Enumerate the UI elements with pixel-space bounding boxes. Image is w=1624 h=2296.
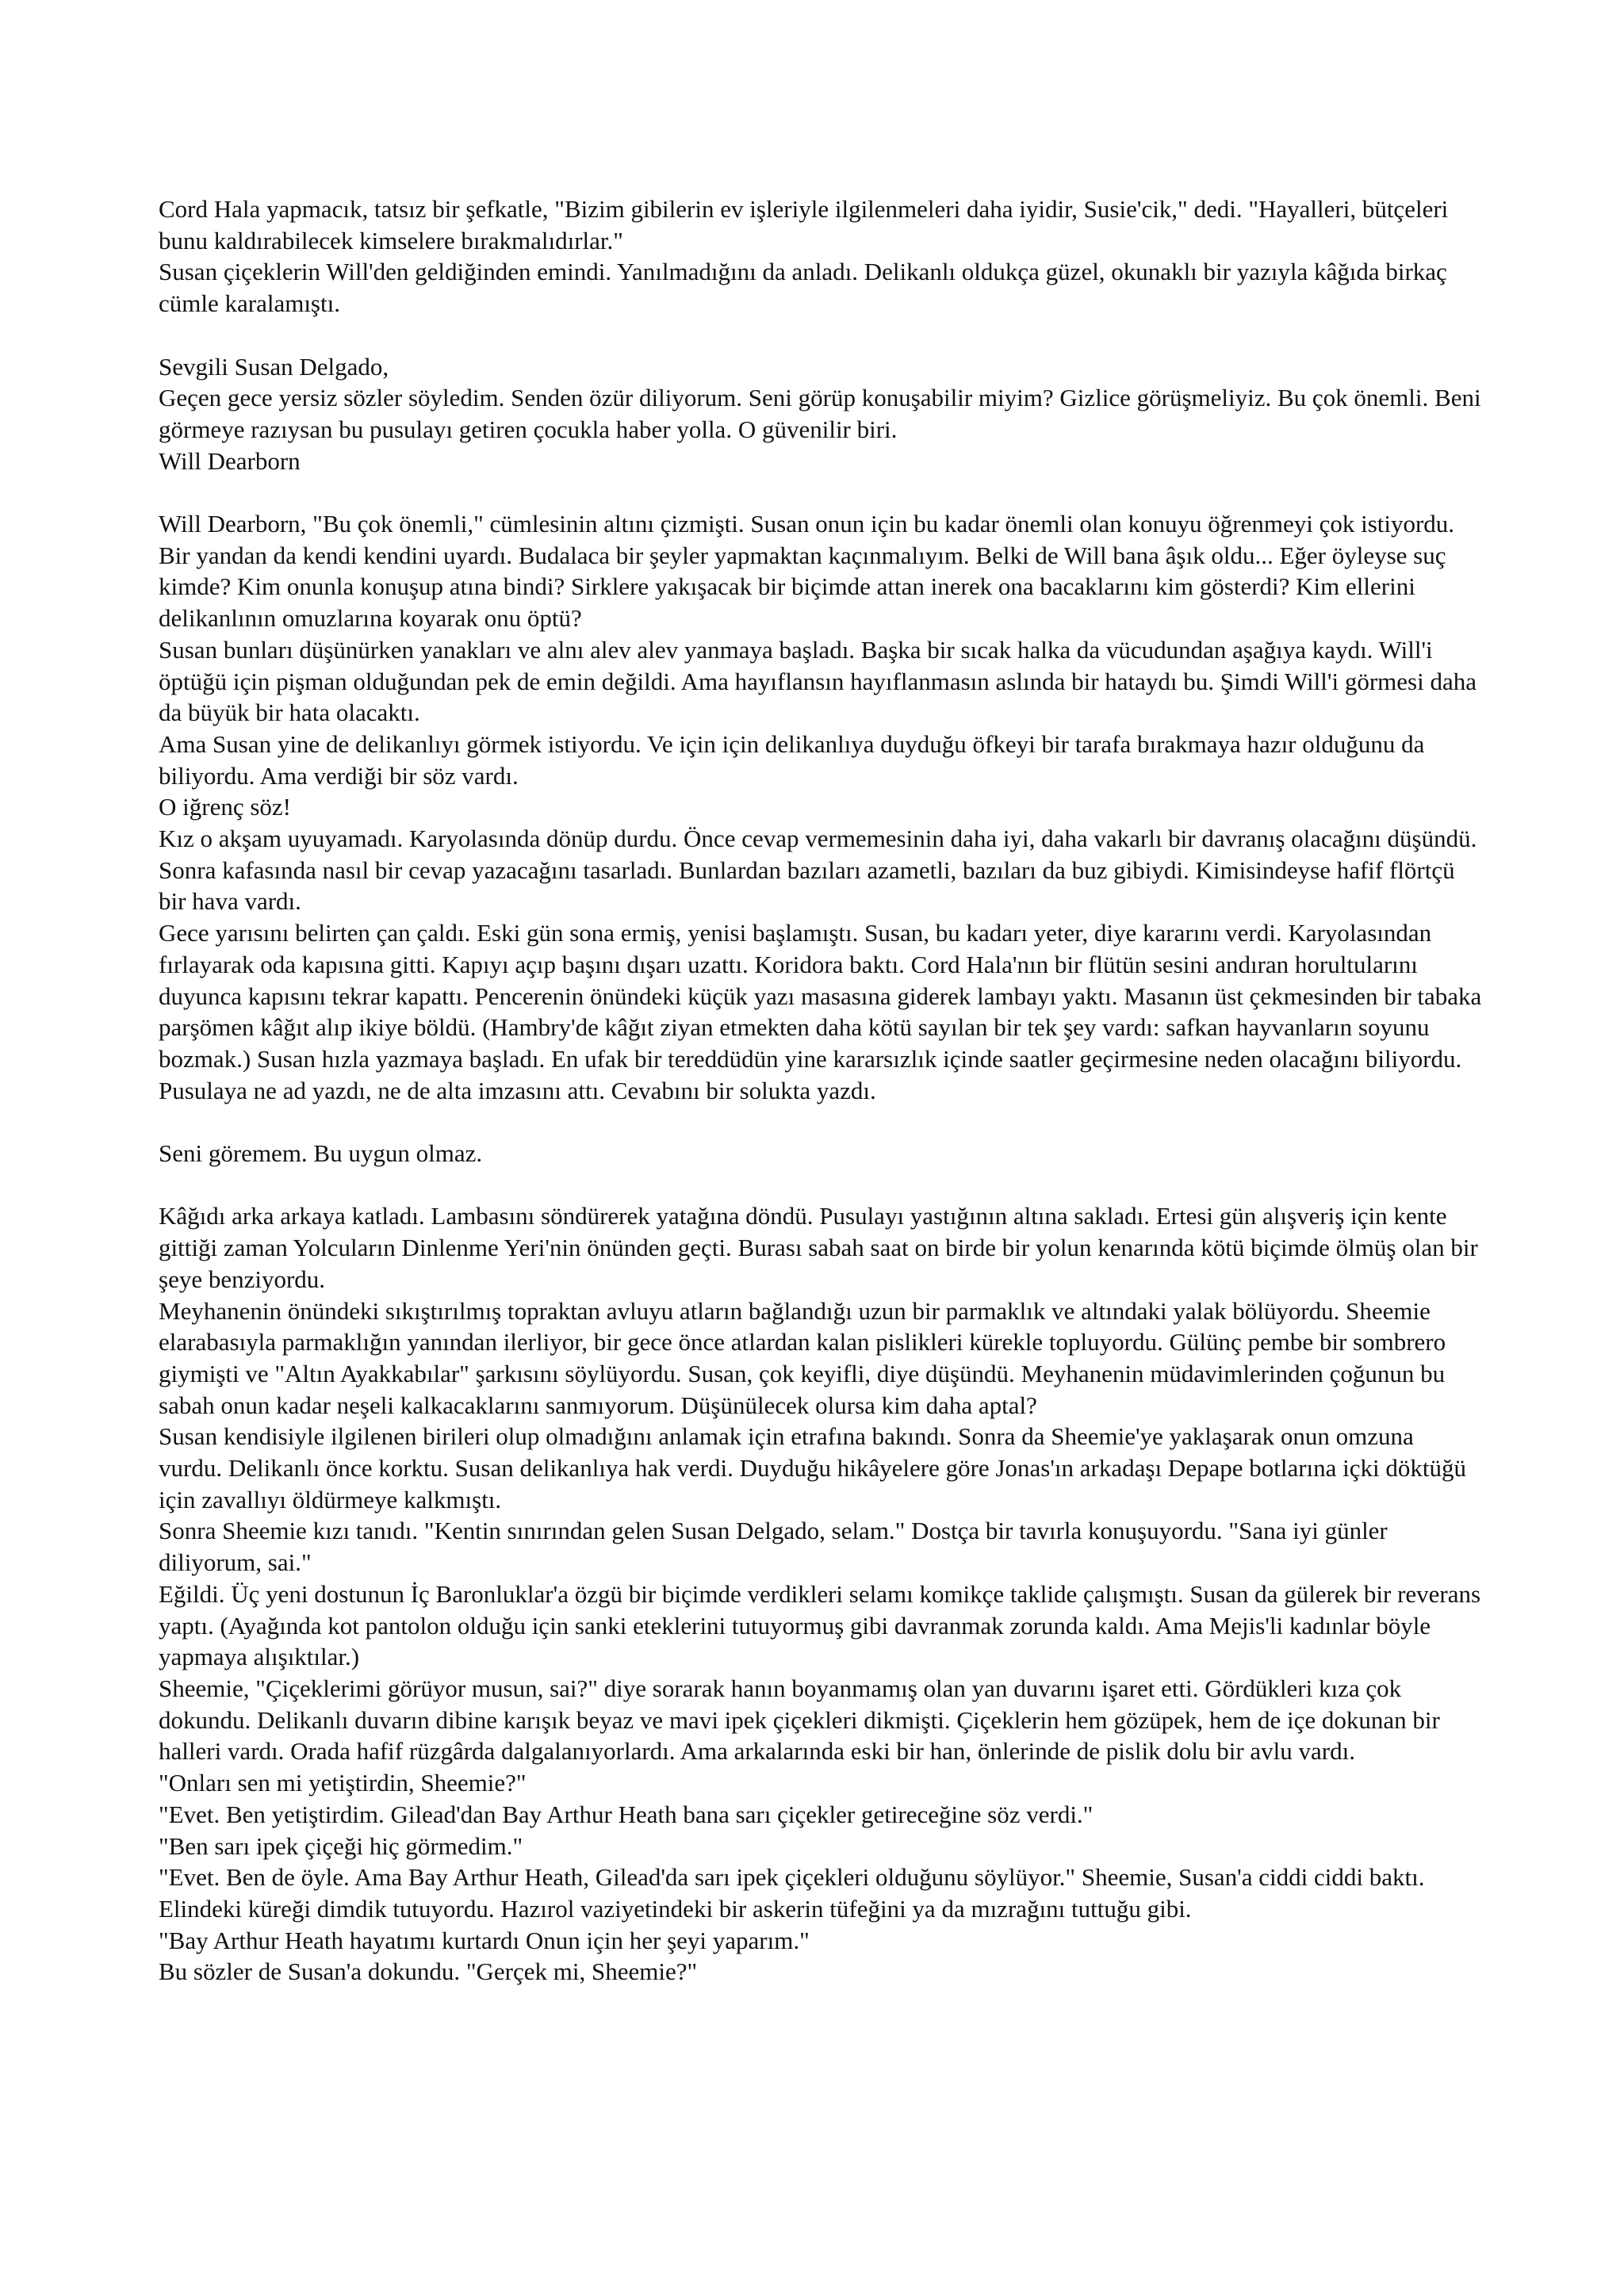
paragraph: "Evet. Ben de öyle. Ama Bay Arthur Heath, Gilead'da sarı ipek çiçekleri olduğunu söylüyor." Sheemie, Susan'a ciddi ciddi baktı. Elindeki küreği dimdik tutuyordu. Hazırol vaziyetindeki bir askerin tüfeğini ya da mızrağını tuttuğu gibi. (159, 1863, 1425, 1923)
paragraph: Susan kendisiyle ilgilenen birileri olup olmadığını anlamak için etrafına bakındı. Sonra da Sheemie'ye yaklaşarak onun omzuna vurdu. Delikanlı önce korktu. Susan delikanlıya hak verdi. Duyduğu hikâyelere göre Jonas'ın arkadaşı Depape botlarına içki döktüğü için zavallıyı öldürmeye kalkmıştı. (159, 1422, 1466, 1513)
paragraph-spacer (159, 320, 1483, 351)
paragraph: "Onları sen mi yetiştirdin, Sheemie?" (159, 1769, 527, 1797)
paragraph-spacer (159, 476, 1483, 508)
paragraph: Will Dearborn, "Bu çok önemli," cümlesinin altını çizmişti. Susan onun için bu kadar önemli olan konuyu öğrenmeyi çok istiyordu. Bir yandan da kendi kendini uyardı. Budalaca bir şeyler yapmaktan kaçınmalıyım. Belki de Will bana âşık oldu... Eğer öyleyse suç kimde? Kim onunla konuşup atına bindi? Sirklere yakışacak bir biçimde attan inerek ona bacaklarını kim gösterdi? Kim ellerini delikanlının omuzlarına koyarak onu öptü? (159, 510, 1455, 633)
paragraph-spacer (159, 1106, 1483, 1138)
paragraph: Cord Hala yapmacık, tatsız bir şefkatle, "Bizim gibilerin ev işleriyle ilgilenmeleri daha iyidir, Susie'cik," dedi. "Hayalleri, bütçeleri bunu kaldırabilecek kimselere bırakmalıdırlar." (159, 195, 1449, 254)
paragraph: "Evet. Ben yetiştirdim. Gilead'dan Bay Arthur Heath bana sarı çiçekler getireceğine söz verdi." (159, 1800, 1094, 1828)
paragraph: Sheemie, "Çiçeklerimi görüyor musun, sai?" diye sorarak hanın boyanmamış olan yan duvarını işaret etti. Gördükleri kıza çok dokundu. Delikanlı duvarın dibine karışık beyaz ve mavi ipek çiçekleri dikmişti. Çiçeklerin hem gözüpek, hem de içe dokunan bir halleri vardı. Orada hafif rüzgârda dalgalanıyorlardı. Ama arkalarında eski bir han, önlerinde de pislik dolu bir avlu vardı. (159, 1674, 1440, 1766)
paragraph: Sevgili Susan Delgado, (159, 352, 389, 381)
paragraph: Will Dearborn (159, 446, 301, 475)
paragraph: Geçen gece yersiz sözler söyledim. Senden özür diliyorum. Seni görüp konuşabilir miyim? Gizlice görüşmeliyiz. Bu çok önemli. Beni görmeye razıysan bu pusulayı getiren çocukla haber yolla. O güvenilir biri. (159, 384, 1481, 443)
paragraph: Meyhanenin önündeki sıkıştırılmış topraktan avluyu atların bağlandığı uzun bir parmaklık ve altındaki yalak bölüyordu. Sheemie elarabasıyla parmaklığın yanından ilerliyor, bir gece önce atlardan kalan pislikleri kürekle topluyordu. Gülünç pembe bir sombrero giymişti ve "Altın Ayakkabılar" şarkısını söylüyordu. Susan, çok keyifli, diye düşündü. Meyhanenin müdavimlerinden çoğunun bu sabah onun kadar neşeli kalkacaklarını sanmıyorum. Düşünülecek olursa kim daha aptal? (159, 1296, 1446, 1419)
document-page (159, 193, 1483, 1988)
paragraph: "Bay Arthur Heath hayatımı kurtardı Onun için her şeyi yaparım." (159, 1926, 810, 1954)
paragraph: O iğrenç söz! (159, 793, 291, 821)
paragraph-spacer (159, 1169, 1483, 1201)
paragraph: Seni göremem. Bu uygun olmaz. (159, 1139, 483, 1168)
paragraph: Ama Susan yine de delikanlıyı görmek istiyordu. Ve için için delikanlıya duyduğu öfkeyi bir tarafa bırakmaya hazır olduğunu da biliyordu. Ama verdiği bir söz vardı. (159, 729, 1425, 790)
paragraph: Gece yarısını belirten çan çaldı. Eski gün sona ermiş, yenisi başlamıştı. Susan, bu kadarı yeter, diye kararını verdi. Karyolasından fırlayarak oda kapısına gitti. Kapıyı açıp başını dışarı uzattı. Koridora baktı. Cord Hala'nın bir flütün sesini andıran horultularını duyunca kapısını tekrar kapattı. Pencerenin önündeki küçük yazı masasına giderek lambayı yaktı. Masanın üst çekmesinden bir tabaka parşömen kâğıt alıp ikiye böldü. (Hambry'de kâğıt ziyan etmekten daha kötü sayılan bir tek şey vardı: safkan hayvanların soyunu bozmak.) Susan hızla yazmaya başladı. En ufak bir tereddüdün yine kararsızlık içinde saatler geçirmesine neden olacağını biliyordu. Pusulaya ne ad yazdı, ne de alta imzasını attı. Cevabını bir solukta yazdı. (159, 919, 1482, 1104)
paragraph: Kâğıdı arka arkaya katladı. Lambasını söndürerek yatağına döndü. Pusulayı yastığının altına sakladı. Ertesi gün alışveriş için kente gittiği zaman Yolcuların Dinlenme Yeri'nin önünden geçti. Burası sabah saat on birde bir yolun kenarında kötü biçimde ölmüş olan bir şeye benziyordu. (159, 1202, 1478, 1293)
paragraph: "Ben sarı ipek çiçeği hiç görmedim." (159, 1831, 523, 1860)
paragraph: Eğildi. Üç yeni dostunun İç Baronluklar'a özgü bir biçimde verdikleri selamı komikçe taklide çalışmıştı. Susan da gülerek bir reverans yaptı. (Ayağında kot pantolon olduğu için sanki eteklerini tutuyormuş gibi davranmak zorunda kaldı. Ama Mejis'li kadınlar böyle yapmaya alışıktılar.) (159, 1579, 1481, 1671)
paragraph: Susan bunları düşünürken yanakları ve alnı alev alev yanmaya başladı. Başka bir sıcak halka da vücudundan aşağıya kaydı. Will'i öptüğü için pişman olduğundan pek de emin değildi. Ama hayıflansın hayıflanmasın aslında bir hataydı bu. Şimdi Will'i görmesi daha da büyük bir hata olacaktı. (159, 635, 1477, 727)
paragraph: Kız o akşam uyuyamadı. Karyolasında dönüp durdu. Önce cevap vermemesinin daha iyi, daha vakarlı bir davranış olacağını düşündü. Sonra kafasında nasıl bir cevap yazacağını tasarladı. Bunlardan bazıları azametli, bazıları da buz gibiydi. Kimisindeyse hafif flörtçü bir hava vardı. (159, 825, 1477, 916)
paragraph: Susan çiçeklerin Will'den geldiğinden emindi. Yanılmadığını da anladı. Delikanlı oldukça güzel, okunaklı bir yazıyla kâğıda birkaç cümle karalamıştı. (159, 258, 1447, 318)
paragraph: Bu sözler de Susan'a dokundu. "Gerçek mi, Sheemie?" (159, 1957, 698, 1986)
paragraph: Sonra Sheemie kızı tanıdı. "Kentin sınırından gelen Susan Delgado, selam." Dostça bir tavırla konuşuyordu. "Sana iyi günler diliyorum, sai." (159, 1517, 1388, 1577)
